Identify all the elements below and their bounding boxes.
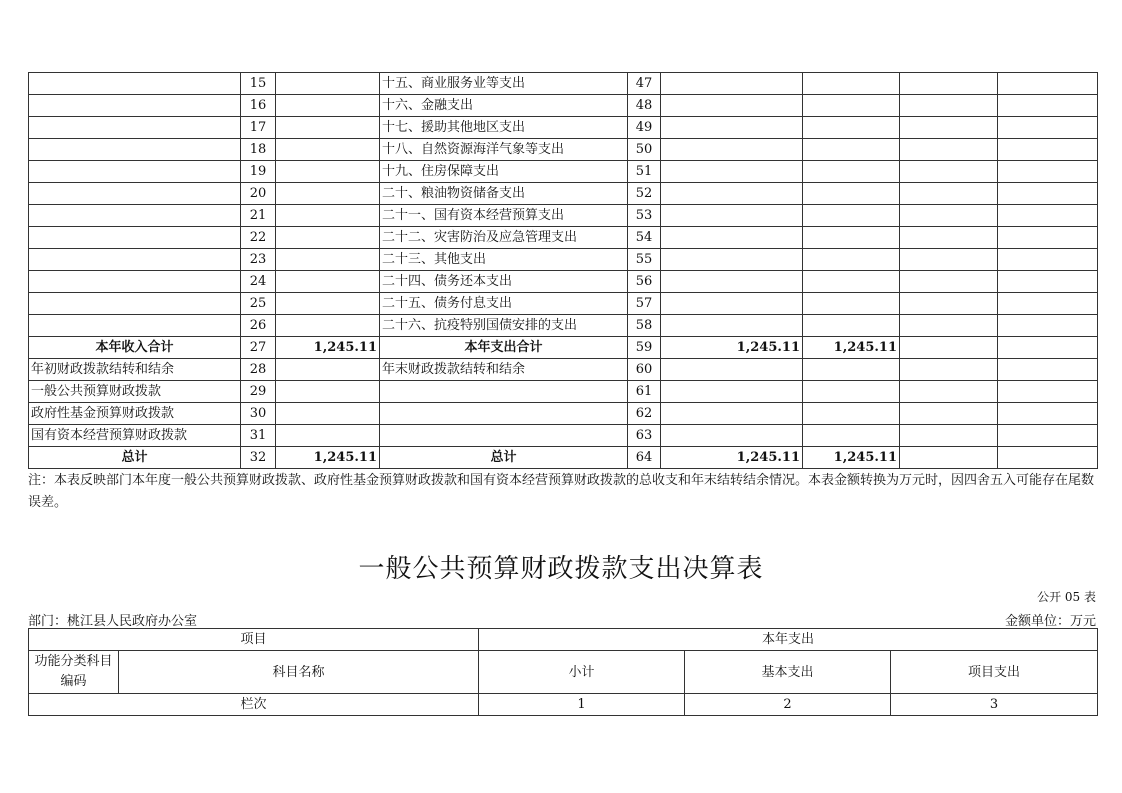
income-rowno-cell: 31 <box>241 425 276 447</box>
income-label-cell: 总计 <box>29 447 241 469</box>
table-row <box>29 161 1098 183</box>
income-amount-cell <box>276 183 380 205</box>
income-amount-cell <box>276 205 380 227</box>
income-amount-cell <box>276 161 380 183</box>
expense-capital-cell <box>998 95 1098 117</box>
expense-item-cell: 二十六、抗疫特别国债安排的支出 <box>380 315 628 337</box>
expense-item-cell: 十六、金融支出 <box>380 95 628 117</box>
expense-general-cell <box>803 249 900 271</box>
expense-item-cell: 十七、援助其他地区支出 <box>380 117 628 139</box>
income-rowno-cell: 22 <box>241 227 276 249</box>
expense-fund-cell <box>900 315 998 337</box>
section-title: 一般公共预算财政拨款支出决算表 <box>358 554 764 584</box>
income-label-cell <box>29 95 241 117</box>
expense-rowno-cell: 50 <box>628 139 661 161</box>
expense-total-cell <box>661 249 803 271</box>
header-row <box>29 629 1098 651</box>
income-amount-cell <box>276 271 380 293</box>
expense-general-cell <box>803 183 900 205</box>
expense-total-cell <box>661 315 803 337</box>
expense-capital-cell <box>998 425 1098 447</box>
income-label-cell: 政府性基金预算财政拨款 <box>29 403 241 425</box>
table-row <box>29 227 1098 249</box>
table-row <box>29 95 1098 117</box>
expense-rowno-cell: 59 <box>628 337 661 359</box>
expense-fund-cell <box>900 227 998 249</box>
income-amount-cell: 1,245.11 <box>276 337 380 359</box>
expense-item-cell: 本年支出合计 <box>380 337 628 359</box>
expense-general-cell <box>803 95 900 117</box>
expense-capital-cell <box>998 205 1098 227</box>
col-index: 2 <box>685 694 891 716</box>
income-label-cell: 年初财政拨款结转和结余 <box>29 359 241 381</box>
income-rowno-cell: 24 <box>241 271 276 293</box>
expense-fund-cell <box>900 403 998 425</box>
header-item: 项目 <box>29 629 479 651</box>
expense-general-cell <box>803 227 900 249</box>
expense-item-cell: 十八、自然资源海洋气象等支出 <box>380 139 628 161</box>
income-amount-cell <box>276 315 380 337</box>
expense-fund-cell <box>900 249 998 271</box>
expense-rowno-cell: 58 <box>628 315 661 337</box>
expense-fund-cell <box>900 337 998 359</box>
expense-total-cell <box>661 117 803 139</box>
income-label-cell <box>29 183 241 205</box>
expense-capital-cell <box>998 381 1098 403</box>
income-label-cell <box>29 139 241 161</box>
expense-total-cell: 1,245.11 <box>661 337 803 359</box>
expense-rowno-cell: 54 <box>628 227 661 249</box>
expense-total-cell <box>661 293 803 315</box>
expense-item-cell <box>380 425 628 447</box>
income-label-cell <box>29 161 241 183</box>
expense-rowno-cell: 49 <box>628 117 661 139</box>
expense-item-cell <box>380 403 628 425</box>
table-row <box>29 249 1098 271</box>
expense-capital-cell <box>998 337 1098 359</box>
col-code: 功能分类科目编码 <box>29 651 119 694</box>
expense-rowno-cell: 52 <box>628 183 661 205</box>
expense-general-cell <box>803 381 900 403</box>
expense-fund-cell <box>900 425 998 447</box>
expense-fund-cell <box>900 183 998 205</box>
expenditure-table <box>28 628 1098 716</box>
expense-item-cell: 十九、住房保障支出 <box>380 161 628 183</box>
expense-general-cell <box>803 205 900 227</box>
income-label-cell <box>29 315 241 337</box>
col-basic: 基本支出 <box>685 651 891 694</box>
expense-item-cell: 总计 <box>380 447 628 469</box>
expense-total-cell <box>661 205 803 227</box>
expense-rowno-cell: 51 <box>628 161 661 183</box>
table-row <box>29 73 1098 95</box>
table-row <box>29 425 1098 447</box>
income-rowno-cell: 28 <box>241 359 276 381</box>
income-amount-cell <box>276 403 380 425</box>
income-rowno-cell: 21 <box>241 205 276 227</box>
expense-fund-cell <box>900 95 998 117</box>
expense-fund-cell <box>900 117 998 139</box>
income-amount-cell <box>276 293 380 315</box>
income-amount-cell <box>276 139 380 161</box>
income-label-cell: 国有资本经营预算财政拨款 <box>29 425 241 447</box>
expense-item-cell: 十五、商业服务业等支出 <box>380 73 628 95</box>
income-label-cell <box>29 249 241 271</box>
income-label-cell <box>29 293 241 315</box>
income-rowno-cell: 18 <box>241 139 276 161</box>
income-rowno-cell: 25 <box>241 293 276 315</box>
income-rowno-cell: 27 <box>241 337 276 359</box>
income-amount-cell <box>276 249 380 271</box>
expense-total-cell <box>661 271 803 293</box>
income-amount-cell <box>276 73 380 95</box>
expense-total-cell <box>661 73 803 95</box>
income-total-row <box>29 337 1098 359</box>
expense-general-cell <box>803 73 900 95</box>
expense-general-cell <box>803 359 900 381</box>
top-summary-table <box>28 72 1098 469</box>
income-amount-cell <box>276 95 380 117</box>
expense-general-cell: 1,245.11 <box>803 447 900 469</box>
income-rowno-cell: 29 <box>241 381 276 403</box>
expense-rowno-cell: 53 <box>628 205 661 227</box>
table-row <box>29 403 1098 425</box>
header-current-year: 本年支出 <box>479 629 1098 651</box>
table-note: 注：本表反映部门本年度一般公共预算财政拨款、政府性基金预算财政拨款和国有资本经营预算财政拨款的总收支和年末结转结余情况。本表金额转换为万元时，因四舍五入可能存在尾数误差。 <box>28 473 1095 510</box>
expense-total-cell <box>661 161 803 183</box>
expense-item-cell: 二十、粮油物资储备支出 <box>380 183 628 205</box>
expense-total-cell <box>661 95 803 117</box>
income-rowno-cell: 26 <box>241 315 276 337</box>
expense-fund-cell <box>900 161 998 183</box>
income-rowno-cell: 15 <box>241 73 276 95</box>
form-number: 公开 05 表 <box>1037 590 1096 604</box>
income-label-cell: 一般公共预算财政拨款 <box>29 381 241 403</box>
income-rowno-cell: 32 <box>241 447 276 469</box>
income-label-cell <box>29 73 241 95</box>
income-label-cell <box>29 271 241 293</box>
expense-rowno-cell: 47 <box>628 73 661 95</box>
expense-rowno-cell: 63 <box>628 425 661 447</box>
column-index-row <box>29 694 1098 716</box>
expense-general-cell <box>803 293 900 315</box>
expense-item-cell: 二十五、债务付息支出 <box>380 293 628 315</box>
income-label-cell <box>29 205 241 227</box>
expense-fund-cell <box>900 293 998 315</box>
income-rowno-cell: 16 <box>241 95 276 117</box>
expense-total-cell <box>661 139 803 161</box>
grand-total-row <box>29 447 1098 469</box>
expense-capital-cell <box>998 139 1098 161</box>
income-amount-cell <box>276 359 380 381</box>
expense-capital-cell <box>998 117 1098 139</box>
expense-rowno-cell: 61 <box>628 381 661 403</box>
expense-capital-cell <box>998 315 1098 337</box>
income-amount-cell <box>276 227 380 249</box>
expense-rowno-cell: 55 <box>628 249 661 271</box>
expense-rowno-cell: 48 <box>628 95 661 117</box>
income-label-cell <box>29 227 241 249</box>
expense-item-cell: 二十一、国有资本经营预算支出 <box>380 205 628 227</box>
expense-capital-cell <box>998 227 1098 249</box>
expense-capital-cell <box>998 403 1098 425</box>
expense-capital-cell <box>998 293 1098 315</box>
col-project: 项目支出 <box>891 651 1098 694</box>
expense-fund-cell <box>900 205 998 227</box>
expense-total-cell <box>661 403 803 425</box>
expense-fund-cell <box>900 359 998 381</box>
expense-item-cell: 二十四、债务还本支出 <box>380 271 628 293</box>
expense-general-cell <box>803 271 900 293</box>
expense-general-cell <box>803 403 900 425</box>
col-subtotal: 小计 <box>479 651 685 694</box>
expense-fund-cell <box>900 73 998 95</box>
table-row <box>29 293 1098 315</box>
expense-total-cell <box>661 227 803 249</box>
income-rowno-cell: 23 <box>241 249 276 271</box>
expense-general-cell <box>803 117 900 139</box>
expense-item-cell: 年末财政拨款结转和结余 <box>380 359 628 381</box>
expense-total-cell <box>661 359 803 381</box>
expense-fund-cell <box>900 139 998 161</box>
expense-fund-cell <box>900 271 998 293</box>
expense-capital-cell <box>998 183 1098 205</box>
income-amount-cell: 1,245.11 <box>276 447 380 469</box>
expense-total-cell <box>661 381 803 403</box>
expense-rowno-cell: 62 <box>628 403 661 425</box>
income-amount-cell <box>276 425 380 447</box>
expense-rowno-cell: 56 <box>628 271 661 293</box>
income-rowno-cell: 17 <box>241 117 276 139</box>
income-label-cell: 本年收入合计 <box>29 337 241 359</box>
col-index: 3 <box>891 694 1098 716</box>
table-row <box>29 205 1098 227</box>
row-label: 栏次 <box>29 694 479 716</box>
expense-capital-cell <box>998 359 1098 381</box>
table-row <box>29 359 1098 381</box>
expense-capital-cell <box>998 73 1098 95</box>
expense-item-cell <box>380 381 628 403</box>
table-row <box>29 183 1098 205</box>
expense-rowno-cell: 64 <box>628 447 661 469</box>
income-amount-cell <box>276 381 380 403</box>
column-header-row <box>29 651 1098 694</box>
expense-capital-cell <box>998 447 1098 469</box>
expense-general-cell <box>803 139 900 161</box>
department-label: 部门：桃江县人民政府办公室 <box>28 614 198 629</box>
amount-unit-label: 金额单位：万元 <box>1004 614 1096 629</box>
expense-fund-cell <box>900 381 998 403</box>
expense-rowno-cell: 57 <box>628 293 661 315</box>
expense-general-cell <box>803 315 900 337</box>
income-label-cell <box>29 117 241 139</box>
expense-total-cell <box>661 425 803 447</box>
expense-item-cell: 二十三、其他支出 <box>380 249 628 271</box>
expense-total-cell <box>661 183 803 205</box>
expense-total-cell: 1,245.11 <box>661 447 803 469</box>
expense-capital-cell <box>998 249 1098 271</box>
table-row <box>29 381 1098 403</box>
expense-general-cell: 1,245.11 <box>803 337 900 359</box>
expense-rowno-cell: 60 <box>628 359 661 381</box>
expense-general-cell <box>803 161 900 183</box>
expense-capital-cell <box>998 271 1098 293</box>
income-rowno-cell: 20 <box>241 183 276 205</box>
expense-general-cell <box>803 425 900 447</box>
table-row <box>29 139 1098 161</box>
expense-capital-cell <box>998 161 1098 183</box>
col-index: 1 <box>479 694 685 716</box>
table-row <box>29 117 1098 139</box>
col-name: 科目名称 <box>119 651 479 694</box>
income-rowno-cell: 30 <box>241 403 276 425</box>
table-row <box>29 315 1098 337</box>
table-row <box>29 271 1098 293</box>
income-amount-cell <box>276 117 380 139</box>
income-rowno-cell: 19 <box>241 161 276 183</box>
expense-fund-cell <box>900 447 998 469</box>
expense-item-cell: 二十二、灾害防治及应急管理支出 <box>380 227 628 249</box>
